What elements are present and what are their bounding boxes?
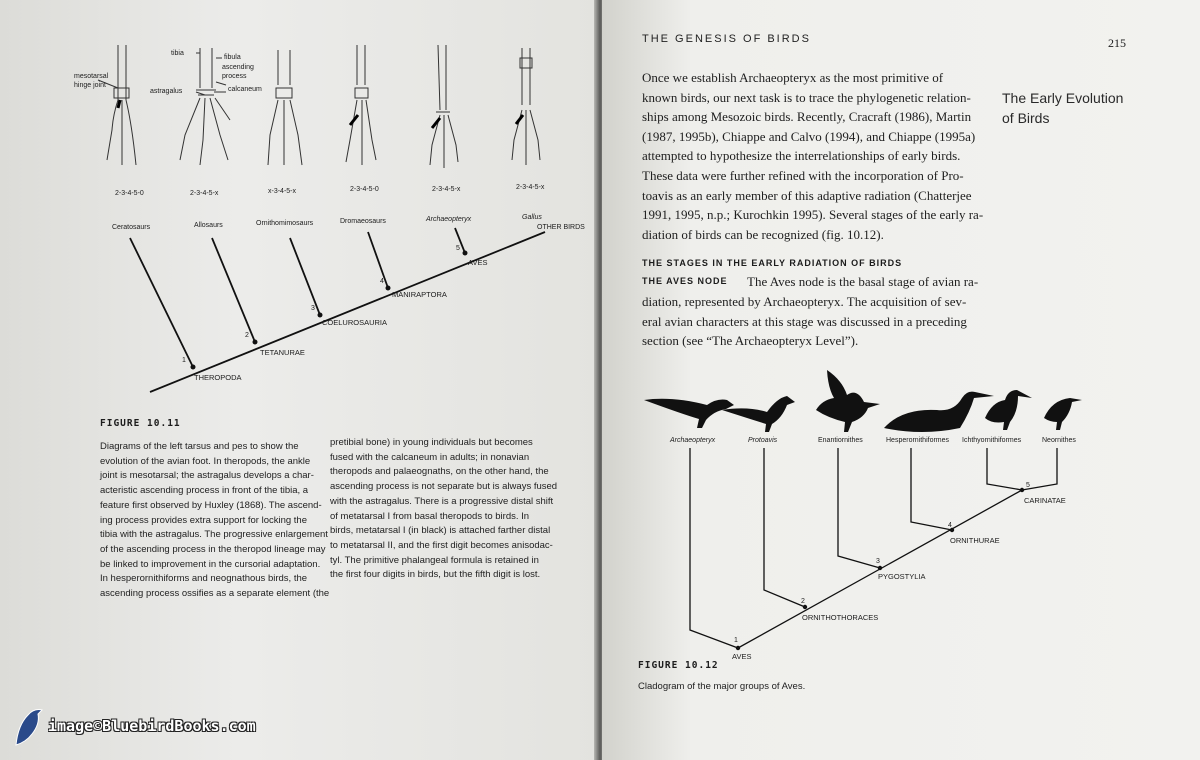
caption-column-2 — [330, 436, 570, 583]
foot-1-drawing — [107, 45, 136, 165]
node-4-number: 4 — [948, 522, 952, 529]
node-pygostylia: PYGOSTYLIA — [878, 572, 926, 581]
node-1-number: 1 — [182, 357, 186, 364]
taxon-ornithomimosaurs: Ornithomimosaurs — [256, 220, 314, 227]
caption-line: acteristic ascending process in front of the tibia, a — [100, 485, 309, 497]
running-head: THE GENESIS OF BIRDS — [642, 33, 811, 45]
node-coelurosauria: COELUROSAURIA — [322, 318, 388, 327]
caption-line: ing process provides extra support for locking the — [100, 514, 307, 526]
caption-line: the first four digits in birds, but the fifth digit is lost. — [330, 569, 541, 581]
node-tetanurae: TETANURAE — [260, 348, 305, 357]
body-line: The Aves node is the basal stage of avian ra- — [747, 274, 979, 289]
node-aves: AVES — [732, 652, 752, 661]
caption-line: be linked to improvement in the cursorial adaptation. — [100, 558, 321, 570]
taxon-archaeopteryx: Archaeopteryx — [426, 216, 472, 223]
node-1-number: 1 — [734, 637, 738, 644]
foot-6-drawing — [512, 48, 540, 165]
aves-cladogram-figure — [602, 0, 1200, 760]
formula-5: 2-3-4-5-x — [432, 186, 461, 193]
caption-line: to metatarsal II, and the first digit becomes anisodac- — [330, 539, 553, 551]
body-line: attempted to hypothesize the interrelationships of early birds. — [642, 148, 961, 164]
node-carinatae: CARINATAE — [1024, 496, 1066, 505]
formula-3: x-3-4-5-x — [268, 188, 297, 195]
label-fibula: fibula — [224, 54, 241, 61]
label-other-birds: OTHER BIRDS — [537, 224, 585, 231]
body-line: ships among Mesozoic birds. Recently, Cracraft (1986), Martin — [642, 109, 972, 125]
node-aves: AVES — [468, 258, 488, 267]
taxon-protoavis: Protoavis — [748, 437, 778, 444]
taxon-archaeopteryx: Archaeopteryx — [670, 437, 716, 444]
caption-line: theropods and palaeognaths, on the other hand, the — [330, 466, 549, 478]
protoavis-silhouette — [722, 396, 795, 432]
foot-4-drawing — [346, 45, 376, 165]
enantiornithes-silhouette — [816, 370, 880, 432]
body-line: 1991, 1995, n.p.; Kurochkin 1995). Several stages of the early ra- — [642, 207, 984, 223]
caption-line: fused with the calcaneum in adults; in nonavian — [330, 451, 530, 463]
node-2-number: 2 — [801, 598, 805, 605]
body-line: toavis as an early member of this adaptive radiation (Chatterjee — [642, 187, 972, 203]
foot-3-drawing — [268, 50, 302, 165]
foot-drawings — [98, 45, 540, 168]
body-line: eral avian characters at this stage was discussed in a preceding — [642, 313, 967, 329]
caption-line: In hesperornithiforms and neognathous birds, the — [100, 573, 308, 585]
node-3-number: 3 — [311, 305, 315, 312]
node-5-number: 5 — [456, 245, 460, 252]
caption-line: joint is mesotarsal; the astragalus develops a char- — [100, 470, 314, 482]
formula-6: 2-3-4-5-x — [516, 184, 545, 191]
taxon-hesperornithiformes: Hesperornithiformes — [886, 437, 950, 444]
foot-5-drawing — [430, 45, 458, 168]
node-maniraptora: MANIRAPTORA — [392, 290, 447, 299]
right-page — [602, 0, 1200, 760]
formula-2: 2-3-4-5-x — [190, 190, 219, 197]
bird-silhouettes — [644, 370, 1082, 432]
body-line: section (see “The Archaeopteryx Level”). — [642, 333, 859, 349]
left-figures — [0, 0, 598, 760]
page-number: 215 — [1108, 36, 1126, 50]
label-ascending: ascending — [222, 64, 254, 71]
subheading-aves-node: THE AVES NODE — [642, 276, 728, 286]
caption-line: feature first observed by Huxley (1868). The ascend- — [100, 499, 322, 511]
caption-line: tyl. The primitive phalangeal formula is retained in — [330, 554, 539, 566]
caption-line: evolution of the avian foot. In theropods, the ankle — [100, 455, 311, 467]
taxon-enantiornithes: Enantiornithes — [818, 437, 863, 444]
body-line: Once we establish Archaeopteryx as the most primitive of — [642, 70, 944, 85]
label-tibia: tibia — [171, 50, 184, 57]
figure-10-11-label: FIGURE 10.11 — [100, 418, 181, 429]
bluebird-logo-icon — [6, 700, 46, 750]
theropod-node-dots — [191, 251, 468, 370]
formula-1: 2-3-4-5-0 — [115, 190, 144, 197]
label-astragalus: astragalus — [150, 88, 183, 95]
body-line: known birds, our next task is to trace the phylogenetic relation- — [642, 89, 971, 105]
taxon-neornithes: Neornithes — [1042, 437, 1076, 444]
node-3-number: 3 — [876, 558, 880, 565]
caption-line: ascending process is not separate but is always fused — [330, 481, 558, 493]
caption-line: pretibial bone) in young individuals but becomes — [330, 437, 533, 448]
node-4-number: 4 — [380, 278, 384, 285]
caption-line: birds, metatarsal I (in black) is attached farther distal — [330, 525, 551, 537]
side-heading-line-2: of Birds — [1002, 110, 1050, 126]
left-page — [0, 0, 598, 760]
neornithes-silhouette — [1044, 398, 1082, 430]
caption-line: of metatarsal I from basal theropods to birds. In — [330, 510, 530, 522]
label-mesotarsal: mesotarsal — [74, 73, 109, 80]
caption-column-1 — [100, 440, 330, 602]
node-theropoda: THEROPODA — [194, 373, 242, 382]
body-line: diation, represented by Archaeopteryx. The acquisition of sev- — [642, 294, 967, 309]
caption-line: tibia with the astragalus. The progressive enlargement — [100, 529, 328, 541]
node-ornithurae: ORNITHURAE — [950, 536, 1000, 545]
body-line: (1987, 1995b), Chiappe and Calvo (1994), and Chiappe (1995a) — [642, 128, 976, 144]
taxon-allosaurs: Allosaurs — [194, 222, 223, 229]
figure-10-12-caption: Cladogram of the major groups of Aves. — [638, 681, 806, 692]
hesperornithiformes-silhouette — [884, 392, 994, 432]
taxon-dromaeosaurs: Dromaeosaurs — [340, 218, 386, 225]
caption-line: of the ascending process in the theropod lineage may — [100, 543, 326, 555]
taxon-ichthyornithiformes: Ichthyornithiformes — [962, 437, 1022, 444]
caption-line: ascending process ossifies as a separate element (the — [100, 588, 330, 600]
watermark-text: image©BluebirdBooks.com — [48, 717, 256, 735]
section-heading: THE STAGES IN THE EARLY RADIATION OF BIRDS — [642, 258, 903, 268]
body-line: These data were further refined with the incorporation of Pro- — [642, 167, 964, 183]
label-hinge-joint: hinge joint — [74, 82, 106, 89]
body-line: diation of birds can be recognized (fig. 10.12). — [642, 226, 884, 242]
node-2-number: 2 — [245, 332, 249, 339]
node-ornithothoraces: ORNITHOTHORACES — [802, 613, 879, 622]
node-5-number: 5 — [1026, 482, 1030, 489]
formula-4: 2-3-4-5-0 — [350, 186, 379, 193]
taxon-ceratosaurs: Ceratosaurs — [112, 224, 151, 231]
caption-line: with the astragalus. There is a progressive distal shift — [330, 495, 554, 507]
figure-10-12-label: FIGURE 10.12 — [638, 660, 719, 671]
label-calcaneum: calcaneum — [228, 86, 262, 93]
caption-line: Diagrams of the left tarsus and pes to show the — [100, 441, 299, 452]
taxon-gallus: Gallus — [522, 214, 542, 221]
label-process: process — [222, 73, 247, 80]
archaeopteryx-silhouette — [644, 399, 734, 428]
side-heading-line-1: The Early Evolution — [1002, 90, 1124, 106]
